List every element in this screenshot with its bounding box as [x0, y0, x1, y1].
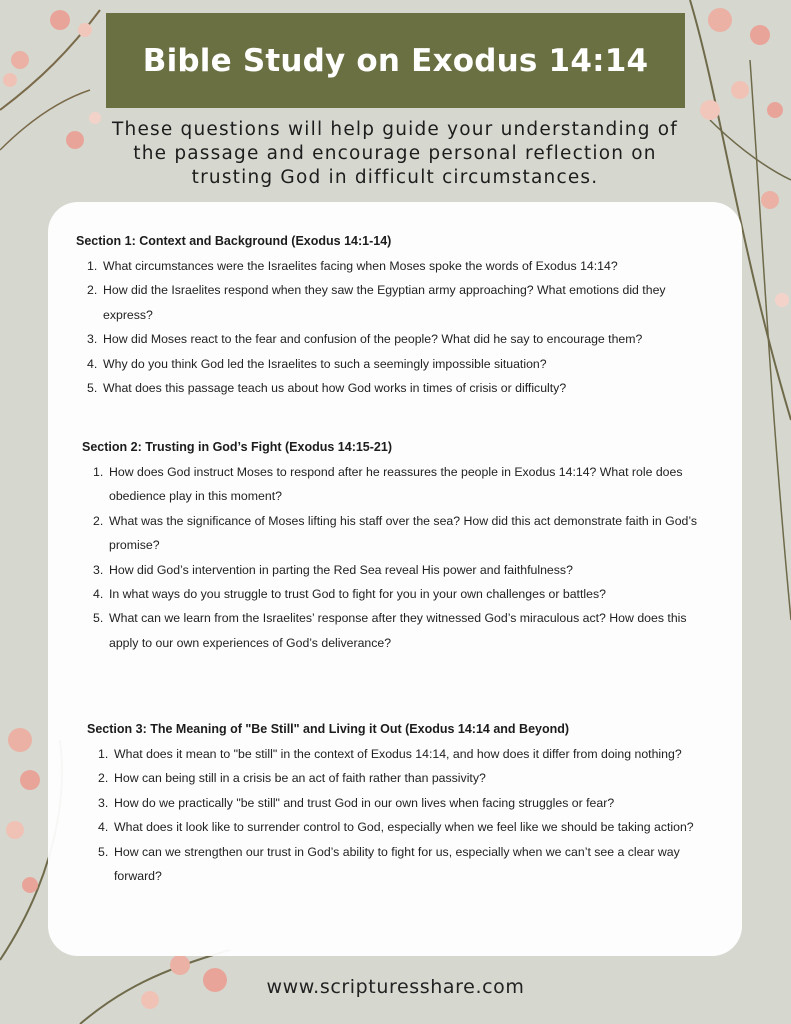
- question-item: 4. What does it look like to surrender control to God, especially when we feel like we should be taking action?: [98, 820, 694, 835]
- question-item: 1. How does God instruct Moses to respond after he reassures the people in Exodus 14:14? What role does obedience play in this moment?: [93, 465, 683, 504]
- section-heading: Section 3: The Meaning of "Be Still" and Living it Out (Exodus 14:14 and Beyond): [87, 722, 570, 736]
- section-heading: Section 1: Context and Background (Exodus 14:1-14): [76, 234, 392, 248]
- question-item: 2. What was the significance of Moses lifting his staff over the sea? How did this act demonstrate faith in God’s promise?: [93, 513, 698, 553]
- question-item: 5. What can we learn from the Israelites’ response after they witnessed God’s miraculous act? How does this apply to our own experiences of God’s deliverance?: [93, 611, 687, 650]
- question-item: 5. What does this passage teach us about how God works in times of crisis or difficulty?: [87, 381, 567, 396]
- section-2: [82, 440, 712, 655]
- question-item: 3. How did Moses react to the fear and confusion of the people? What did he say to encourage them?: [87, 332, 643, 347]
- question-list: [82, 460, 712, 655]
- question-list: [76, 254, 716, 400]
- question-item: 2. How can being still in a crisis be an act of faith rather than passivity?: [98, 771, 486, 786]
- question-item: 1. What does it mean to "be still" in the context of Exodus 14:14, and how does it differ from doing nothing?: [98, 747, 682, 761]
- questions-card: [48, 202, 742, 956]
- page-title: Bible Study on Exodus 14:14: [142, 42, 649, 79]
- section-heading: Section 2: Trusting in God’s Fight (Exodus 14:15-21): [82, 440, 392, 454]
- question-item: 3. How do we practically "be still" and trust God in our own lives when facing struggles or fear?: [98, 795, 615, 810]
- question-item: 1. What circumstances were the Israelites facing when Moses spoke the words of Exodus 14:14?: [87, 259, 618, 273]
- title-banner: [106, 13, 685, 108]
- question-item: 4. Why do you think God led the Israelites to such a seemingly impossible situation?: [87, 356, 547, 371]
- question-list: [87, 742, 717, 888]
- intro-text: These questions will help guide your understanding of the passage and encourage personal reflection on trusting God in difficult circumstances.: [112, 119, 678, 188]
- question-item: 2. How did the Israelites respond when they saw the Egyptian army approaching? What emotions did they express?: [87, 283, 666, 322]
- website-url: www.scripturesshare.com: [266, 976, 525, 998]
- section-1: [76, 234, 716, 400]
- question-item: 5. How can we strengthen our trust in God’s ability to fight for us, especially when we can’t see a clear way forward?: [98, 844, 680, 884]
- question-item: 3. How did God’s intervention in parting the Red Sea reveal His power and faithfulness?: [93, 562, 573, 577]
- question-item: 4. In what ways do you struggle to trust God to fight for you in your own challenges or battles?: [93, 587, 606, 602]
- section-3: [87, 722, 717, 888]
